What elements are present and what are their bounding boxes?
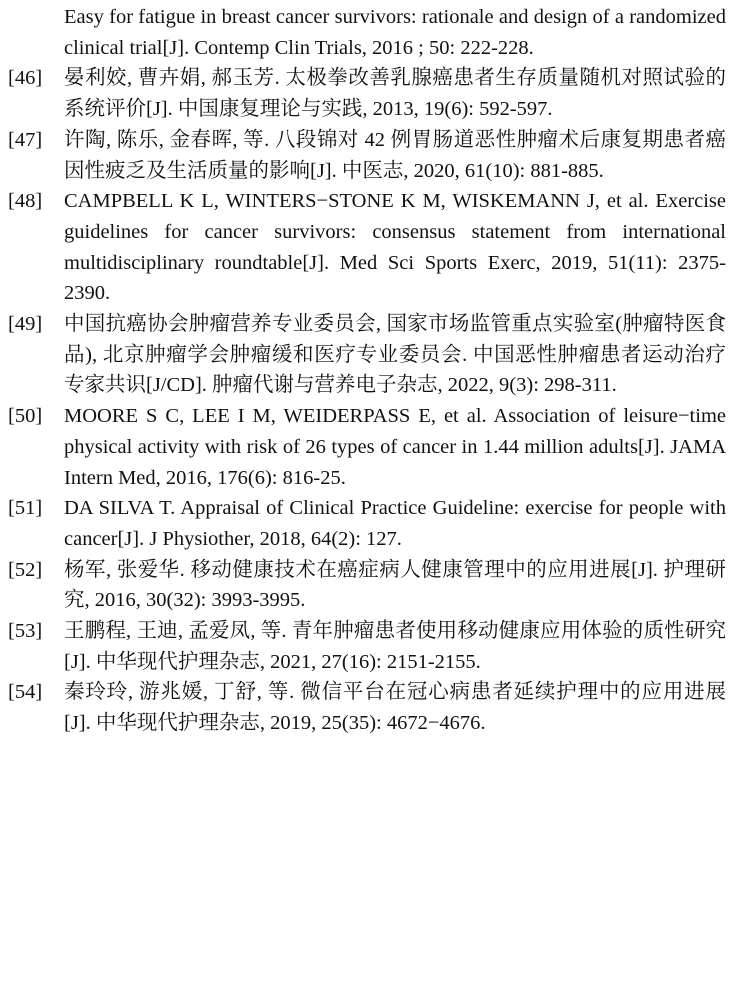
reference-number: [46] — [8, 67, 43, 90]
reference-text: Easy for fatigue in breast cancer survivors: rationale and design of a randomized clinical trial[J]. Contemp Clin Trials, 2016 ; 50: 222-228. — [64, 6, 726, 59]
reference-entry-52 — [8, 555, 726, 616]
reference-entry-51 — [8, 493, 726, 554]
reference-entry-53 — [8, 616, 726, 677]
reference-entry-54 — [8, 677, 726, 738]
reference-text: CAMPBELL K L, WINTERS−STONE K M, WISKEMANN J, et al. Exercise guidelines for cancer survivors: consensus statement from international multidisciplinary roundtable[J]. Med Sci Sports Exerc, 2019, 51(11): 2375-2390. — [64, 190, 726, 305]
reference-number: [47] — [8, 128, 43, 151]
reference-entry-47 — [8, 125, 726, 186]
reference-text: 秦玲玲, 游兆媛, 丁舒, 等. 微信平台在冠心病患者延续护理中的应用进展[J]. 中华现代护理杂志, 2019, 25(35): 4672−4676. — [64, 681, 726, 735]
reference-text: 晏利姣, 曹卉娟, 郝玉芳. 太极拳改善乳腺癌患者生存质量随机对照试验的系统评价[J]. 中国康复理论与实践, 2013, 19(6): 592-597. — [64, 67, 726, 121]
reference-number: [53] — [8, 620, 43, 643]
reference-text: 中国抗癌协会肿瘤营养专业委员会, 国家市场监管重点实验室(肿瘤特医食品), 北京肿瘤学会肿瘤缓和医疗专业委员会. 中国恶性肿瘤患者运动治疗专家共识[J/CD]. 肿瘤代谢与营养电子杂志, 2022, 9(3): 298-311. — [64, 313, 726, 397]
reference-number: [51] — [8, 497, 43, 520]
reference-number: [54] — [8, 681, 43, 704]
reference-text: 杨军, 张爱华. 移动健康技术在癌症病人健康管理中的应用进展[J]. 护理研究, 2016, 30(32): 3993-3995. — [64, 558, 726, 612]
reference-text: MOORE S C, LEE I M, WEIDERPASS E, et al. Association of leisure−time physical activity with risk of 26 types of cancer in 1.44 million adults[J]. JAMA Intern Med, 2016, 176(6): 816-25. — [64, 405, 726, 489]
reference-number: [50] — [8, 405, 43, 428]
reference-text: DA SILVA T. Appraisal of Clinical Practice Guideline: exercise for people with cancer[J]. J Physiother, 2018, 64(2): 127. — [64, 497, 726, 550]
reference-entry-continued — [8, 2, 726, 63]
reference-number: [52] — [8, 558, 43, 581]
reference-number: [48] — [8, 190, 43, 213]
reference-number: [49] — [8, 313, 43, 336]
reference-entry-48 — [8, 186, 726, 309]
reference-text: 王鹏程, 王迪, 孟爱凤, 等. 青年肿瘤患者使用移动健康应用体验的质性研究[J]. 中华现代护理杂志, 2021, 27(16): 2151-2155. — [64, 620, 726, 673]
reference-entry-46 — [8, 63, 726, 124]
reference-entry-50 — [8, 401, 726, 493]
reference-text: 许陶, 陈乐, 金春晖, 等. 八段锦对 42 例胃肠道恶性肿瘤术后康复期患者癌因性疲乏及生活质量的影响[J]. 中医志, 2020, 61(10): 881-885. — [64, 128, 726, 182]
reference-entry-49 — [8, 309, 726, 401]
